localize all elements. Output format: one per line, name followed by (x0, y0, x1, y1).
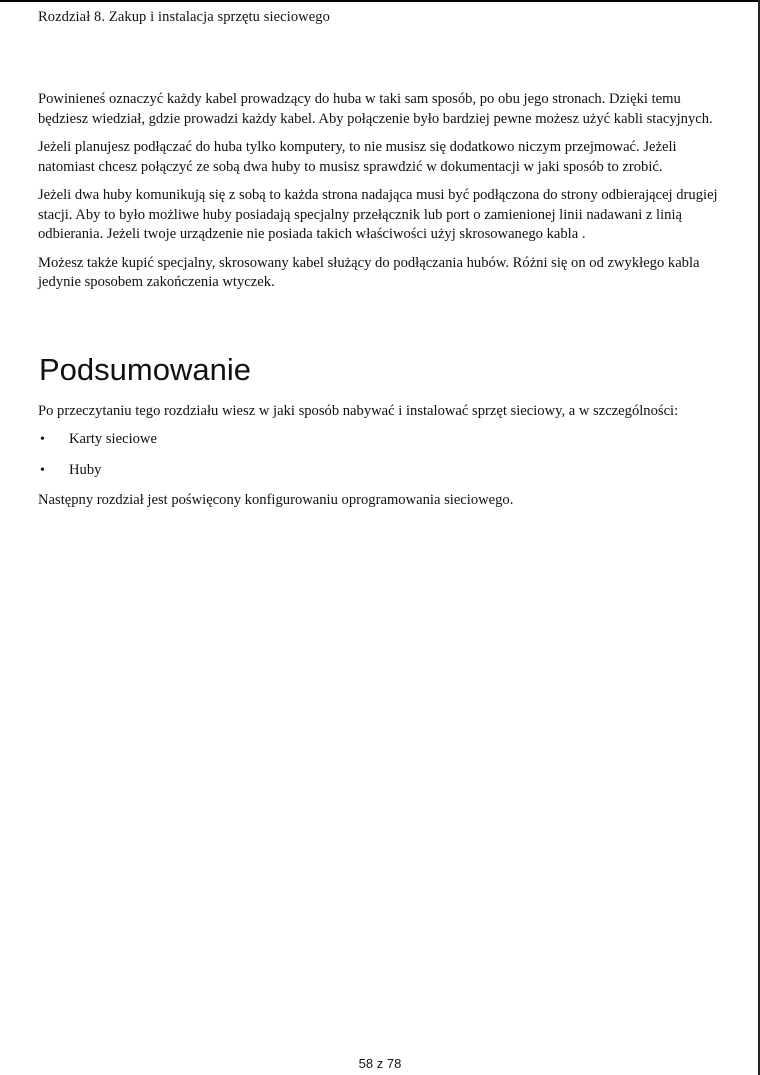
page-number: 58 z 78 (358, 1056, 402, 1071)
summary-intro: Po przeczytaniu tego rozdziału wiesz w jaki sposób nabywać i instalować sprzęt sieciowy, a w szczególności: (38, 402, 679, 419)
paragraph-connecting-computers: Jeżeli planujesz podłączać do huba tylko komputery, to nie musisz się dodatkowo niczym przejmować. Jeżeli natomiast chcesz połączyć ze sobą dwa huby to musisz sprawdzić w dokumentacji w jaki sposób to zrobić. (38, 139, 677, 175)
running-header: Rozdział 8. Zakup i instalacja sprzętu sieciowego (38, 9, 330, 25)
section-heading-summary: Podsumowanie (39, 351, 251, 387)
bullet-icon: • (40, 462, 45, 478)
paragraph-cable-labeling: Powinieneś oznaczyć każdy kabel prowadzący do huba w taki sam sposób, po obu jego stronach. Dzięki temu będziesz wiedział, gdzie prowadzi każdy kabel. Aby połączenie było bardziej pewne możesz użyć kabli stacyjnych. (38, 91, 713, 127)
summary-bullet-list (38, 430, 718, 480)
list-item (38, 430, 718, 450)
list-item-label: Huby (69, 461, 102, 478)
page-content (38, 90, 718, 520)
list-item-label: Karty sieciowe (69, 431, 157, 447)
list-item (38, 461, 718, 481)
paragraph-crossover-cable: Możesz także kupić specjalny, skrosowany kabel służący do podłączania hubów. Różni się on od zwykłego kabla jedynie sposobem zakończenia wtyczek. (38, 254, 700, 290)
paragraph-hub-communication: Jeżeli dwa huby komunikują się z sobą to każda strona nadająca musi być podłączona do strony odbierającej drugiej stacji. Aby to było możliwe huby posiadają specjalny przełącznik lub port o zamienionej linii nadawani z linią odbierania. Jeżeli twoje urządzenie nie posiada takich właściwości użyj skrosowanego kabla . (38, 187, 718, 242)
summary-closing: Następny rozdział jest poświęcony konfigurowaniu oprogramowania sieciowego. (38, 492, 514, 508)
bullet-icon: • (40, 432, 45, 447)
top-border-line (0, 0, 760, 2)
